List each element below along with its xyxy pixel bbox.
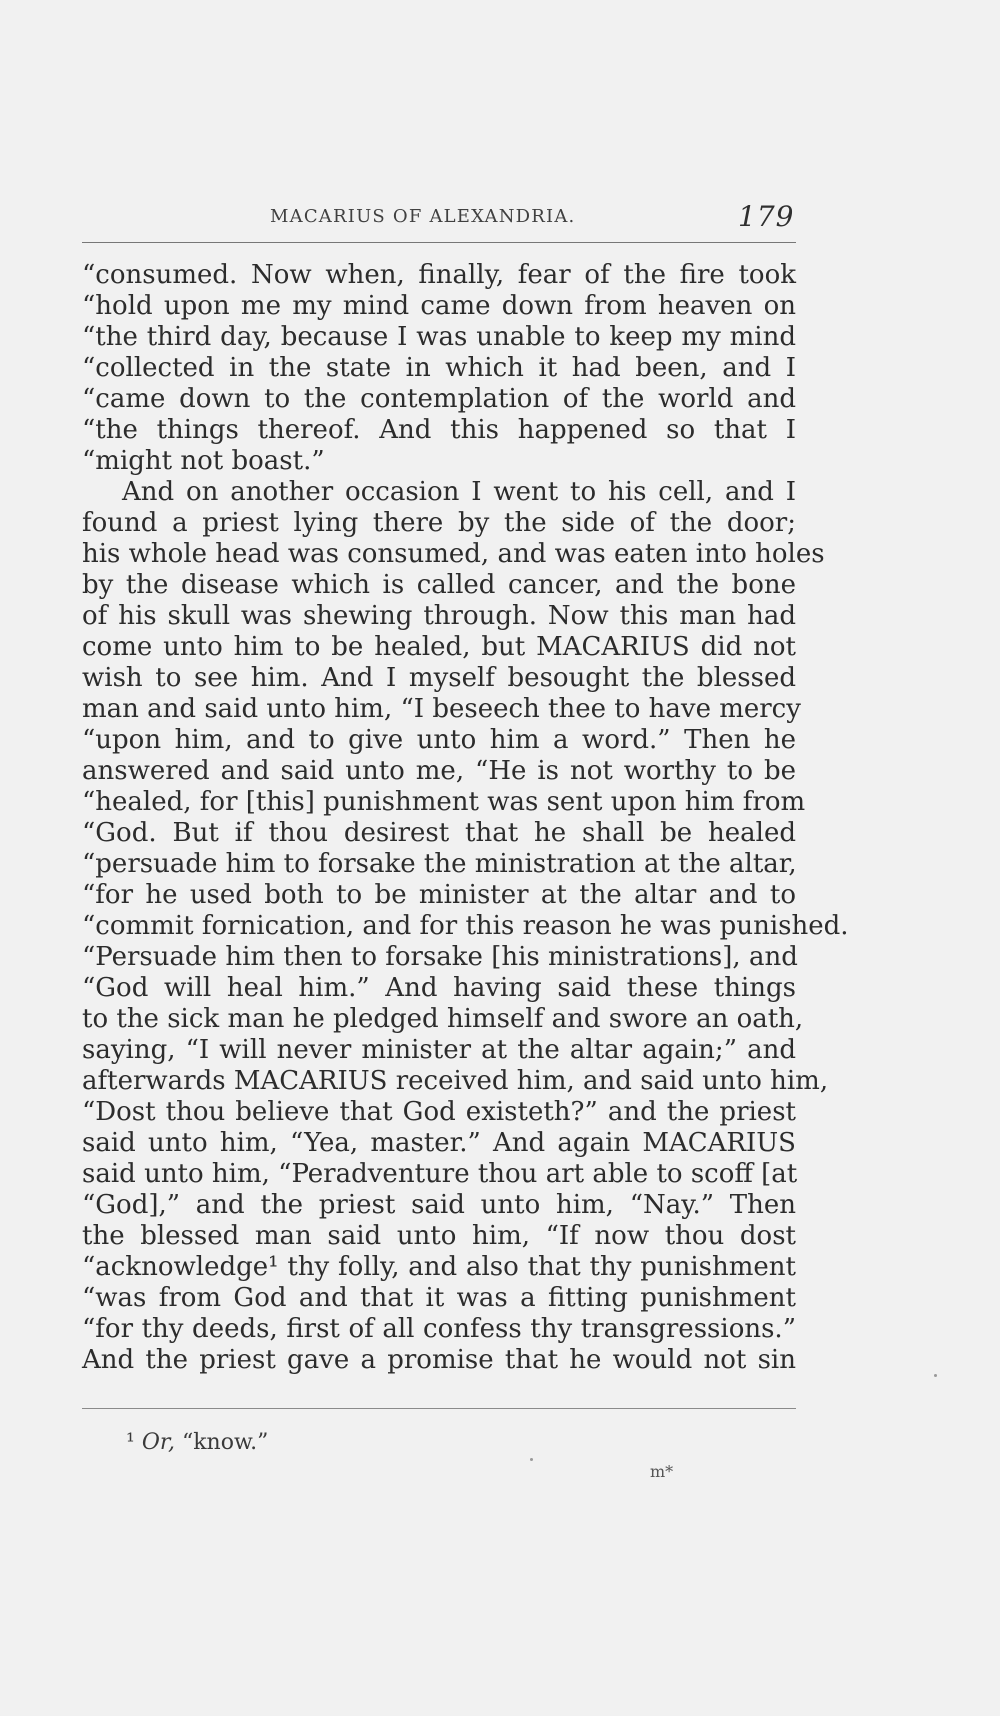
text-line: said unto him, “Yea, master.” And again MACARIUS [82, 1128, 796, 1158]
text-line: by the disease which is called cancer, and the bone [82, 570, 796, 600]
text-line: “healed, for [this] punishment was sent upon him from [82, 787, 806, 817]
footnote [126, 1430, 268, 1455]
footnote-rule [82, 1408, 796, 1409]
body-text [82, 260, 849, 1376]
signature-mark: m* [650, 1462, 674, 1481]
text-line: of his skull was shewing through. Now this man had [82, 601, 796, 631]
header-rule [82, 242, 796, 243]
text-line: afterwards MACARIUS received him, and said unto him, [82, 1066, 829, 1096]
text-line: “collected in the state in which it had been, and I [82, 353, 796, 383]
text-line: answered and said unto me, “He is not worthy to be [82, 756, 796, 786]
text-line: “acknowledge¹ thy folly, and also that thy punishment [82, 1252, 796, 1282]
text-line: found a priest lying there by the side of the door; [82, 508, 796, 538]
text-line: “God. But if thou desirest that he shall be healed [82, 818, 796, 848]
footnote-label: Or, [141, 1430, 175, 1455]
text-line: “Dost thou believe that God existeth?” and the priest [82, 1097, 796, 1127]
page-number: 179 [738, 200, 795, 233]
text-line: “Persuade him then to forsake [his ministrations], and [82, 942, 798, 972]
footnote-marker: ¹ [126, 1430, 135, 1455]
text-line: “for thy deeds, first of all confess thy transgressions.” [82, 1314, 796, 1344]
text-line: “was from God and that it was a fitting punishment [82, 1283, 796, 1313]
text-line: “consumed. Now when, finally, fear of the fire took [82, 260, 796, 290]
text-line: to the sick man he pledged himself and swore an oath, [82, 1004, 804, 1034]
footnote-text: “know.” [181, 1430, 269, 1455]
paragraph-start-line: And on another occasion I went to his cell, and I [122, 477, 796, 507]
text-line: man and said unto him, “I beseech thee to have mercy [82, 694, 801, 724]
text-line: “the third day, because I was unable to keep my mind [82, 322, 796, 352]
text-line: “persuade him to forsake the ministration at the altar, [82, 849, 797, 879]
text-line: “commit fornication, and for this reason he was punished. [82, 911, 849, 941]
text-line: “hold upon me my mind came down from heaven on [82, 291, 796, 321]
text-line: his whole head was consumed, and was eaten into holes [82, 539, 825, 569]
text-line: “might not boast.” [82, 446, 325, 476]
text-line: come unto him to be healed, but MACARIUS did not [82, 632, 796, 662]
text-line: “God will heal him.” And having said these things [82, 973, 796, 1003]
text-line: “upon him, and to give unto him a word.” Then he [82, 725, 796, 755]
text-line: “the things thereof. And this happened so that I [82, 415, 796, 445]
text-line: the blessed man said unto him, “If now thou dost [82, 1221, 796, 1251]
text-line: said unto him, “Peradventure thou art able to scoff [at [82, 1159, 798, 1189]
text-line: “came down to the contemplation of the world and [82, 384, 796, 414]
paper-speck [530, 1458, 533, 1461]
paper-speck [934, 1374, 937, 1377]
text-line: wish to see him. And I myself besought the blessed [82, 663, 796, 693]
text-line: “for he used both to be minister at the altar and to [82, 880, 796, 910]
running-title: MACARIUS OF ALEXANDRIA. [270, 206, 576, 227]
text-line: saying, “I will never minister at the altar again;” and [82, 1035, 796, 1065]
text-line: “God],” and the priest said unto him, “Nay.” Then [82, 1190, 796, 1220]
text-line: And the priest gave a promise that he would not sin [82, 1345, 796, 1375]
